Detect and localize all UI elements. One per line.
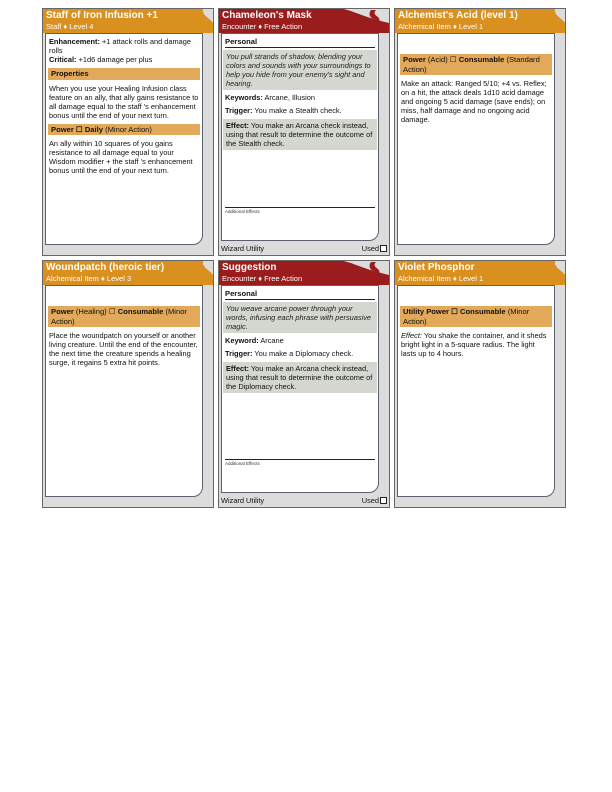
- effect-box: [223, 362, 377, 393]
- card-subtitle: Alchemical Item ♦ Level 1: [398, 22, 484, 31]
- card-subtitle: Staff ♦ Level 4: [46, 22, 94, 31]
- card-title: Violet Phosphor: [398, 262, 475, 273]
- power-label: Power: [403, 55, 426, 64]
- effect-text: You make an Arcana check instead, using that result to determine the outcome of the Stealth check.: [226, 121, 373, 148]
- trigger-label: Trigger:: [225, 349, 253, 358]
- card-title: Staff of Iron Infusion +1: [46, 10, 158, 21]
- power-label: Power ☐ Daily: [51, 124, 103, 134]
- card-title: Alchemist's Acid (level 1): [398, 10, 518, 21]
- card-subtitle: Encounter ♦ Free Action: [222, 274, 303, 283]
- keywords-text: Arcane: [258, 336, 284, 345]
- properties-bar: Properties: [48, 68, 200, 80]
- effect-box: [223, 119, 377, 150]
- used-checkbox[interactable]: [380, 245, 387, 252]
- card-header: [43, 9, 213, 33]
- properties-text: When you use your Healing Infusion class feature on an ally, that ally gains resistance to all damage equal to the staff 's enhancement bonus until the end of your next turn.: [49, 83, 199, 120]
- additional-effects-label: Additional Effects: [225, 461, 260, 466]
- footer-type: Wizard Utility: [221, 244, 265, 253]
- card-header: [219, 9, 389, 33]
- enhancement-text: +1 attack rolls and damage rolls: [49, 37, 191, 55]
- power-bar: [400, 306, 552, 327]
- card-staff-of-iron-infusion: [42, 8, 214, 256]
- trigger-text: You make a Diplomacy check.: [252, 349, 354, 358]
- card-title: Chameleon's Mask: [222, 10, 312, 21]
- card-chameleons-mask: [218, 8, 390, 256]
- footer-type: Wizard Utility: [221, 496, 265, 505]
- effect-line: [401, 331, 551, 358]
- trigger-text: You make a Stealth check.: [252, 106, 342, 115]
- card-title: Woundpatch (heroic tier): [46, 262, 165, 273]
- card-body: [221, 33, 379, 241]
- card-body: [45, 33, 203, 245]
- used-checkbox[interactable]: [380, 497, 387, 504]
- trigger-label: Trigger:: [225, 106, 253, 115]
- power-text: Make an attack: Ranged 5/10; +4 vs. Reflex; on a hit, the attack deals 1d10 acid damage and ongoing 5 acid damage (save ends); on miss, half damage and no ongoing acid damage.: [401, 79, 547, 124]
- power-text: Place the woundpatch on yourself or another living creature. Until the end of the encounter, the next time the creature spends a healing surge, it regains 5 extra hit points.: [49, 331, 198, 367]
- used-toggle[interactable]: [362, 495, 387, 506]
- used-toggle[interactable]: [362, 243, 387, 254]
- card-subtitle: Encounter ♦ Free Action: [222, 22, 303, 31]
- power-action: (Standard Action): [403, 55, 540, 74]
- card-header: [43, 261, 213, 285]
- power-action: (Minor Action): [403, 307, 530, 326]
- effect-label: Effect:: [226, 121, 249, 130]
- power-usage: Consumable: [117, 307, 164, 316]
- flavor-text: You pull strands of shadow, blending your colors and sounds with your surroundings to help you hide from your enemy's sight and hearing.: [223, 50, 377, 90]
- enhancement-label: Enhancement:: [49, 37, 100, 46]
- card-alchemists-acid: [394, 8, 566, 256]
- effect-label: Effect:: [226, 364, 249, 373]
- personal-heading: Personal: [225, 37, 375, 48]
- flavor-text: You weave arcane power through your words, infusing each phrase with persuasive magic.: [223, 302, 377, 333]
- trigger-line: [225, 106, 375, 115]
- card-footer: [221, 495, 387, 506]
- card-subtitle: Alchemical Item ♦ Level 1: [398, 274, 484, 283]
- enhancement-line: [49, 37, 199, 64]
- used-label: Used: [361, 244, 379, 253]
- card-body: [397, 285, 555, 497]
- power-label: Power: [51, 307, 74, 316]
- effect-text: You make an Arcana check instead, using that result to determine the outcome of the Diplomacy check.: [226, 364, 373, 391]
- keywords-line: [225, 93, 375, 102]
- card-suggestion: [218, 260, 390, 508]
- keywords-label: Keywords:: [225, 93, 263, 102]
- card-header: [395, 9, 565, 33]
- power-bar: [400, 54, 552, 75]
- effect-text: You shake the container, and it sheds bright light in a 5-square radius. The light lasts up to 4 hours.: [401, 331, 547, 358]
- power-bar: [48, 124, 200, 136]
- keywords-text: Arcane, Illusion: [262, 93, 315, 102]
- card-header: [395, 261, 565, 285]
- power-usage: Consumable: [458, 55, 505, 64]
- critical-text: +1d6 damage per plus: [76, 55, 153, 64]
- critical-label: Critical:: [49, 55, 77, 64]
- keywords-line: [225, 336, 375, 345]
- card-footer: [221, 243, 387, 254]
- personal-heading: Personal: [225, 289, 375, 300]
- power-keyword: (Healing) ☐: [73, 307, 118, 316]
- additional-effects-label: Additional Effects: [225, 209, 260, 214]
- power-action: (Minor Action): [102, 124, 152, 134]
- trigger-line: [225, 349, 375, 358]
- keywords-label: Keyword:: [225, 336, 259, 345]
- used-label: Used: [361, 496, 379, 505]
- power-text: An ally within 10 squares of you gains resistance to all damage equal to your Wisdom modifier + the staff 's enhancement bonus until the end of your next turn.: [49, 139, 193, 175]
- power-label: Utility Power ☐ Consumable: [403, 307, 506, 316]
- card-body: [397, 33, 555, 245]
- effect-label: Effect:: [401, 331, 422, 340]
- power-keyword: (Acid) ☐: [425, 55, 459, 64]
- card-title: Suggestion: [222, 262, 277, 273]
- power-bar: [48, 306, 200, 327]
- card-header: [219, 261, 389, 285]
- card-subtitle: Alchemical Item ♦ Level 3: [46, 274, 132, 283]
- card-body: [45, 285, 203, 497]
- card-body: [221, 285, 379, 493]
- card-woundpatch: [42, 260, 214, 508]
- power-action: (Minor Action): [51, 307, 187, 326]
- card-violet-phosphor: [394, 260, 566, 508]
